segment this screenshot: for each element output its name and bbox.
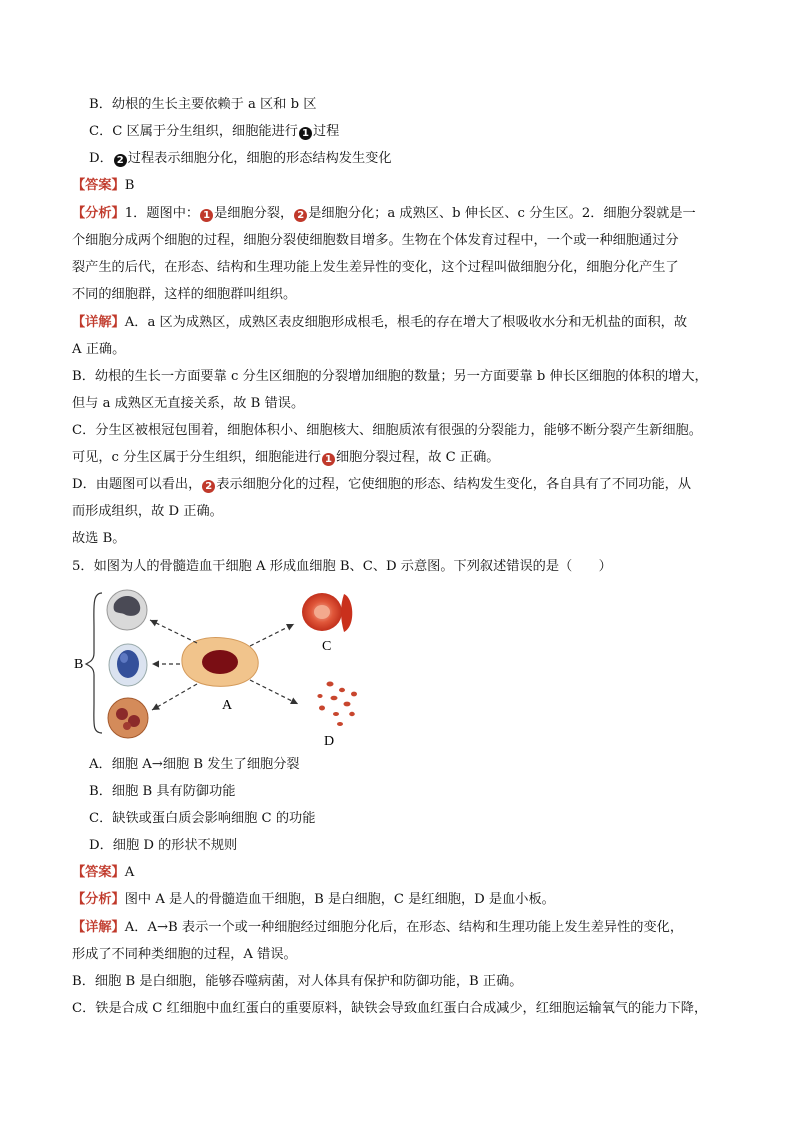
detail-tag: 【详解】 [72,315,125,330]
text: 个细胞分成两个细胞的过程，细胞分裂使细胞数目增多。生物在个体发育过程中，一个或一种细胞通过分 [72,233,679,248]
text: 可见，c 分生区属于分生组织，细胞能进行 [72,450,321,465]
text: B．细胞 B 具有防御功能 [89,784,236,799]
q5-stem [72,557,734,577]
text: 表示细胞分化的过程，它使细胞的形态、结构发生变化，各自具有了不同功能，从 [216,477,692,492]
text: A．A→B 表示一个或一种细胞经过细胞分化后，在形态、结构和生理功能上发生差异性的变化， [124,920,684,935]
arrow-icon [150,620,197,643]
circled-number: 1 [322,453,335,466]
white-blood-cell-1-icon [107,590,147,630]
q4-conclusion [72,529,734,549]
text: 是细胞分化；a 成熟区、b 伸长区、c 分生区。2．细胞分裂就是一 [308,206,696,221]
text: 是细胞分裂， [214,206,294,221]
white-blood-cell-2-icon [109,644,147,686]
text: 但与 a 成熟区无直接关系，故 B 错误。 [72,396,305,411]
text: 故选 B。 [72,531,126,546]
q4-detail-d-1 [72,475,734,495]
q4-detail-c-2 [72,448,734,468]
circled-number: 2 [202,480,215,493]
q4-analysis-line-4 [72,285,734,305]
q4-analysis-line-3 [72,258,734,278]
q4-detail-a-2 [72,340,734,360]
white-blood-cell-3-icon [108,698,148,738]
stem-cell-a-icon [182,638,258,687]
q4-option-d-text: 过程表示细胞分化，细胞的形态结构发生变化 [127,151,392,166]
arrow-icon [152,684,197,710]
text: 而形成组织，故 D 正确。 [72,504,223,519]
q5-detail-c [72,999,734,1019]
analysis-tag: 【分析】 [72,206,125,221]
brace-icon [86,593,102,733]
q5-option-c [89,809,734,829]
q4-option-c-text-2: 过程 [313,124,340,139]
q5-option-b [89,782,734,802]
q5-detail-a-1 [72,918,734,938]
circled-number: 1 [200,209,213,222]
answer-tag: 【答案】 [72,865,125,880]
q5-detail-b [72,972,734,992]
text: 不同的细胞群，这样的细胞群叫组织。 [72,287,297,302]
circled-number: 2 [294,209,307,222]
red-blood-cell-icon [302,593,352,632]
text: D．由题图可以看出， [72,477,202,492]
q4-analysis-line-1 [72,204,734,224]
q4-option-c [89,122,734,142]
text: C．铁是合成 C 红细胞中血红蛋白的重要原料，缺铁会导致血红蛋白合成减少，红细胞运输氧气的能力下降， [72,1001,708,1016]
text: C．缺铁或蛋白质会影响细胞 C 的功能 [89,811,316,826]
detail-tag: 【详解】 [72,920,125,935]
q4-detail-b-1 [72,367,734,387]
q5-option-a [89,755,734,775]
q4-detail-a-1 [72,313,734,333]
q4-answer [72,176,734,196]
arrow-icon [250,680,298,704]
q5-option-d [89,836,734,856]
q5-answer [72,863,734,883]
q4-option-b [89,95,734,115]
analysis-tag: 【分析】 [72,892,125,907]
answer-tag: 【答案】 [72,178,125,193]
q4-option-d-prefix: D． [89,151,113,166]
q4-detail-b-2 [72,394,734,414]
text: 1．题图中： [124,206,200,221]
q4-analysis-line-2 [72,231,734,251]
arrow-icon [250,624,294,646]
text: 形成了不同种类细胞的过程，A 错误。 [72,947,297,962]
text: A 正确。 [72,342,126,357]
q4-option-b-text: B．幼根的生长主要依赖于 a 区和 b 区 [89,97,317,112]
label-d: D [324,734,335,749]
text: D．细胞 D 的形状不规则 [89,838,238,853]
q4-option-d [89,149,734,169]
text: C．分生区被根冠包围着，细胞体积小、细胞核大、细胞质浓有很强的分裂能力，能够不断分裂产生新细胞。 [72,423,702,438]
text: 图中 A 是人的骨髓造血干细胞，B 是白细胞，C 是红细胞，D 是血小板。 [124,892,555,907]
answer-value: B [124,178,135,193]
text: 裂产生的后代，在形态、结构和生理功能上发生差异性的变化，这个过程叫做细胞分化，细胞分化产生了 [72,260,679,275]
text: A．细胞 A→细胞 B 发生了细胞分裂 [89,757,300,772]
label-b: B [74,657,84,672]
q4-option-c-text: C．C 区属于分生组织，细胞能进行 [89,124,298,139]
text: A．a 区为成熟区，成熟区表皮细胞形成根毛，根毛的存在增大了根吸收水分和无机盐的面积，故 [124,315,688,330]
answer-value: A [124,865,135,880]
circled-number: 1 [299,127,312,140]
circled-number: 2 [114,154,127,167]
text: B．细胞 B 是白细胞，能够吞噬病菌，对人体具有保护和防御功能，B 正确。 [72,974,523,989]
q5-detail-a-2 [72,945,734,965]
label-a: A [222,698,233,713]
platelets-icon [317,682,357,727]
q4-detail-c-1 [72,421,734,441]
label-c: C [322,639,332,654]
text: B．幼根的生长一方面要靠 c 分生区细胞的分裂增加细胞的数量；另一方面要靠 b 伸长区细胞的体积的增大， [72,369,708,384]
q4-detail-d-2 [72,502,734,522]
question-stem: 5．如图为人的骨髓造血干细胞 A 形成血细胞 B、C、D 示意图。下列叙述错误的是（ ） [72,559,612,574]
q5-analysis [72,890,734,910]
blood-cell-figure [72,588,372,753]
text: 细胞分裂过程，故 C 正确。 [335,450,500,465]
